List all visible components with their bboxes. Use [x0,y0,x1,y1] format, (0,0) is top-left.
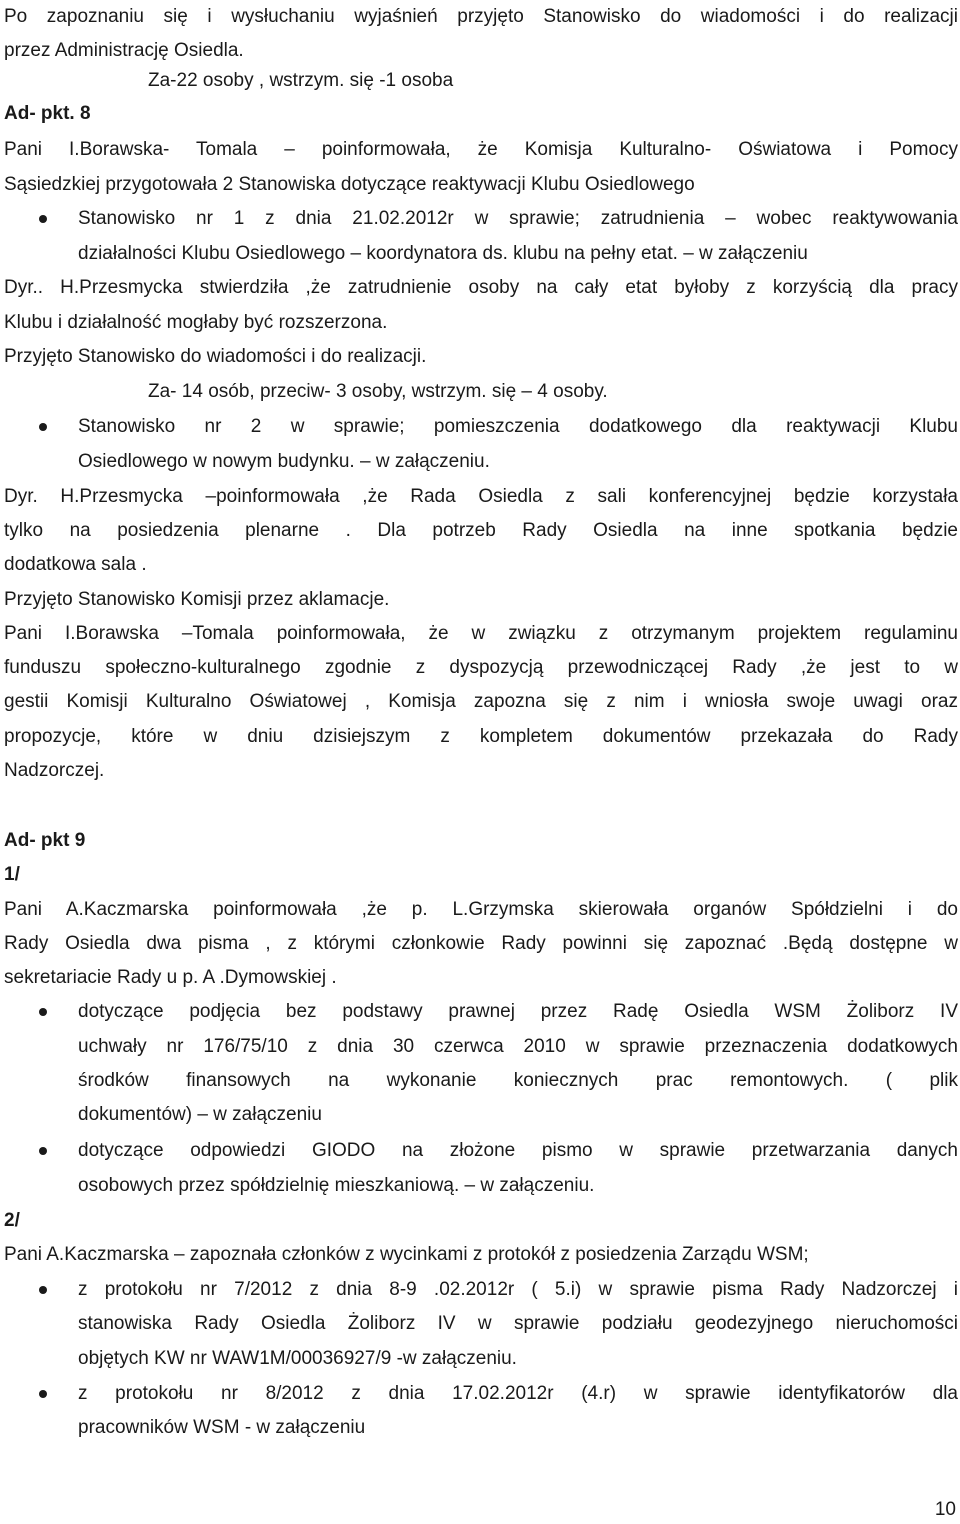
bullet-icon [39,423,47,431]
text-line: Dyr. H.Przesmycka –poinformowała ,że Rada Osiedla z sali konferencyjnej będzie korzystała [4,486,958,507]
subsection-heading: 2/ [4,1210,20,1231]
text-line: środków finansowych na wykonanie koniecznych prac remontowych. ( plik [78,1070,958,1091]
text-line: Po zapoznaniu się i wysłuchaniu wyjaśnień przyjęto Stanowisko do wiadomości i do realizacji [4,6,958,27]
text-line: pracowników WSM - w załączeniu [78,1417,366,1438]
text-line: Pani I.Borawska –Tomala poinformowała, że w związku z otrzymanym projektem regulaminu [4,623,958,644]
list-item: Stanowisko nr 1 z dnia 21.02.2012r w sprawie; zatrudnienia – wobec reaktywowania [78,208,958,229]
list-item: dotyczące odpowiedzi GIODO na złożone pismo w sprawie przetwarzania danych [78,1140,958,1161]
text-line: uchwały nr 176/75/10 z dnia 30 czerwca 2010 w sprawie przeznaczenia dodatkowych [78,1036,958,1057]
text-line: dodatkowa sala . [4,554,147,575]
text-line: działalności Klubu Osiedlowego – koordynatora ds. klubu na pełny etat. – w załączeniu [78,243,808,264]
bullet-icon [39,1147,47,1155]
text-line: Osiedlowego w nowym budynku. – w załączeniu. [78,451,490,472]
list-item: Stanowisko nr 2 w sprawie; pomieszczenia dodatkowego dla reaktywacji Klubu [78,416,958,437]
text-line: Pani I.Borawska- Tomala – poinformowała, że Komisja Kulturalno- Oświatowa i Pomocy [4,139,958,160]
page-number: 10 [934,1499,956,1520]
vote-result: Za- 14 osób, przeciw- 3 osoby, wstrzym. się – 4 osoby. [148,381,608,402]
text-line: osobowych przez spółdzielnię mieszkaniową. – w załączeniu. [78,1175,595,1196]
text-line: Dyr.. H.Przesmycka stwierdziła ,że zatrudnienie osoby na cały etat byłoby z korzyścią dla pracy [4,277,958,298]
text-line: dokumentów) – w załączeniu [78,1104,322,1125]
bullet-icon [39,1286,47,1294]
list-item: z protokołu nr 7/2012 z dnia 8-9 .02.2012r ( 5.i) w sprawie pisma Rady Nadzorczej i [78,1279,958,1300]
text-line: Pani A.Kaczmarska – zapoznała członków z wycinkami z protokół z posiedzenia Zarządu WSM; [4,1244,809,1265]
text-line: tylko na posiedzenia plenarne . Dla potrzeb Rady Osiedla na inne spotkania będzie [4,520,958,541]
text-line: Przyjęto Stanowisko do wiadomości i do realizacji. [4,346,427,367]
subsection-heading: 1/ [4,864,20,885]
text-line: Klubu i działalność mogłaby być rozszerzona. [4,312,388,333]
list-item: z protokołu nr 8/2012 z dnia 17.02.2012r (4.r) w sprawie identyfikatorów dla [78,1383,958,1404]
bullet-icon [39,1008,47,1016]
section-heading: Ad- pkt. 8 [4,103,91,124]
text-line: Pani A.Kaczmarska poinformowała ,że p. L.Grzymska skierowała organów Spółdzielni i do [4,899,958,920]
section-heading: Ad- pkt 9 [4,830,86,851]
text-line: Nadzorczej. [4,760,105,781]
bullet-icon [39,215,47,223]
text-line: Przyjęto Stanowisko Komisji przez aklamacje. [4,589,390,610]
bullet-icon [39,1390,47,1398]
text-line: sekretariacie Rady u p. A .Dymowskiej . [4,967,337,988]
text-line: stanowiska Rady Osiedla Żoliborz IV w sprawie podziału geodezyjnego nieruchomości [78,1313,958,1334]
text-line: Rady Osiedla dwa pisma , z którymi członkowie Rady powinni się zapoznać .Będą dostępne w [4,933,958,954]
text-line: Sąsiedzkiej przygotowała 2 Stanowiska dotyczące reaktywacji Klubu Osiedlowego [4,174,695,195]
text-line: funduszu społeczno-kulturalnego zgodnie z dyspozycją przewodniczącej Rady ,że jest to w [4,657,958,678]
text-line: przez Administrację Osiedla. [4,40,244,61]
text-line: objętych KW nr WAW1M/00036927/9 -w załączeniu. [78,1348,517,1369]
text-line: gestii Komisji Kulturalno Oświatowej , Komisja zapozna się z nim i wniosła swoje uwagi oraz [4,691,958,712]
text-line: propozycje, które w dniu dzisiejszym z kompletem dokumentów przekazała do Rady [4,726,958,747]
vote-result: Za-22 osoby , wstrzym. się -1 osoba [148,70,454,91]
list-item: dotyczące podjęcia bez podstawy prawnej przez Radę Osiedla WSM Żoliborz IV [78,1001,958,1022]
